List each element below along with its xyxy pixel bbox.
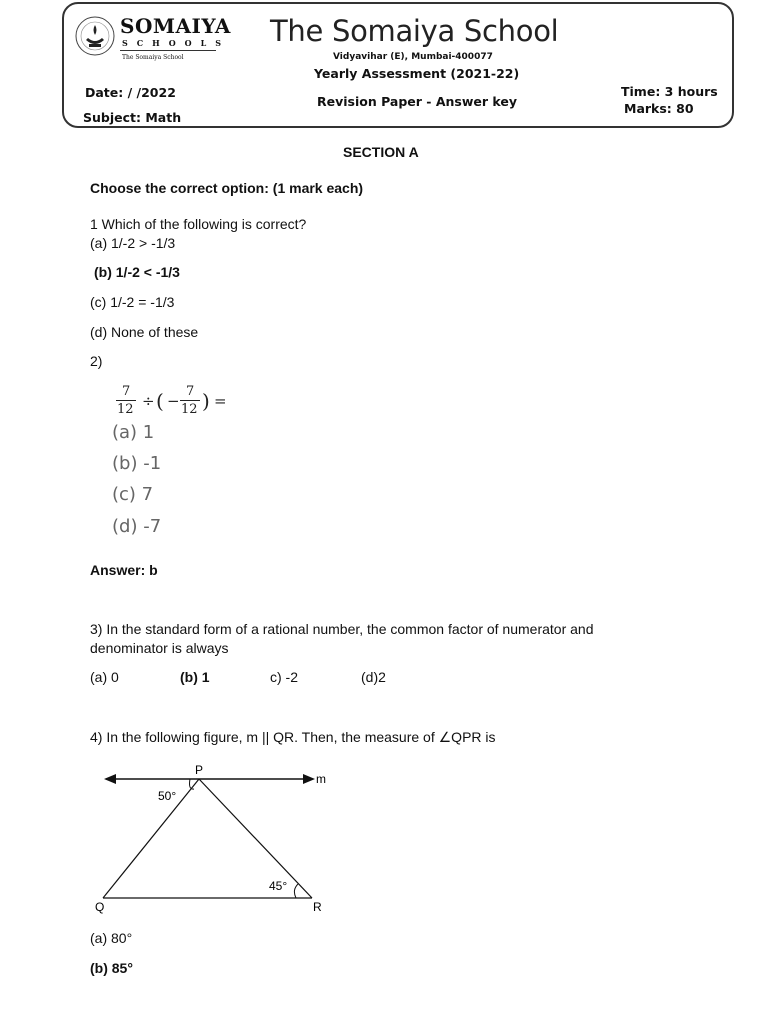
assessment-title: Yearly Assessment (2021-22) xyxy=(314,66,520,81)
somaiya-emblem-icon xyxy=(74,14,116,58)
q2-option-b: (b) -1 xyxy=(112,453,162,474)
section-instruction: Choose the correct option: (1 mark each) xyxy=(90,180,364,196)
q2-open-paren: ( xyxy=(156,389,164,413)
q2-minus-sign: − xyxy=(167,392,180,410)
q2-numerator-2: 7 xyxy=(186,384,195,399)
q1-option-b: (b) 1/-2 < -1/3 xyxy=(94,264,180,280)
q2-close-paren: ) xyxy=(202,389,210,413)
q2-expression xyxy=(114,384,234,424)
q3-option-c: c) -2 xyxy=(270,669,298,685)
logo-wordmark: SOMAIYA xyxy=(120,14,231,38)
section-title: SECTION A xyxy=(343,144,419,160)
q3-option-b: (b) 1 xyxy=(180,669,210,685)
q2-answer: Answer: b xyxy=(90,562,158,578)
q2-fraction-bar-1 xyxy=(116,400,136,401)
q2-option-c: (c) 7 xyxy=(112,484,154,505)
q2-option-a: (a) 1 xyxy=(112,422,155,443)
q3-option-a: (a) 0 xyxy=(90,669,119,685)
exam-date: Date: / /2022 xyxy=(85,85,176,100)
q1-option-c: (c) 1/-2 = -1/3 xyxy=(90,294,175,310)
q2-numerator-1: 7 xyxy=(122,384,131,399)
exam-time: Time: 3 hours xyxy=(621,84,718,99)
q4-option-a: (a) 80° xyxy=(90,930,133,946)
label-r: R xyxy=(313,900,322,914)
paper-title: Revision Paper - Answer key xyxy=(317,94,517,109)
side-pr xyxy=(199,779,312,898)
side-pq xyxy=(103,779,199,898)
q2-option-d: (d) -7 xyxy=(112,516,162,537)
q3-question-line1: 3) In the standard form of a rational number, the common factor of numerator and xyxy=(90,621,594,637)
q1-option-a: (a) 1/-2 > -1/3 xyxy=(90,235,176,251)
q1-question: 1 Which of the following is correct? xyxy=(90,216,307,232)
angle-p-label: 50° xyxy=(158,789,177,803)
logo-tagline: The Somaiya School xyxy=(122,54,184,61)
q3-option-d: (d)2 xyxy=(361,669,386,685)
q2-divide-sign: ÷ xyxy=(142,392,155,410)
angle-r-arc xyxy=(294,884,298,898)
q2-denominator-2: 12 xyxy=(181,402,198,417)
q4-question: 4) In the following figure, m || QR. Then, the measure of ∠QPR is xyxy=(90,729,496,745)
q2-number: 2) xyxy=(90,353,103,369)
q1-option-d: (d) None of these xyxy=(90,324,199,340)
logo-subtitle: SCHOOLS xyxy=(122,38,231,48)
label-m: m xyxy=(316,772,326,786)
q2-equals-sign: = xyxy=(214,392,227,410)
right-arrow-icon xyxy=(303,774,315,784)
q3-question-line2: denominator is always xyxy=(90,640,229,656)
q4-option-b: (b) 85° xyxy=(90,960,133,976)
school-address: Vidyavihar (E), Mumbai-400077 xyxy=(333,52,493,62)
left-arrow-icon xyxy=(104,774,116,784)
subject: Subject: Math xyxy=(83,110,182,125)
label-q: Q xyxy=(95,900,105,914)
logo-divider xyxy=(120,50,216,51)
q2-denominator-1: 12 xyxy=(117,402,134,417)
q4-triangle-figure xyxy=(90,758,350,918)
exam-marks: Marks: 80 xyxy=(624,101,694,116)
q2-fraction-bar-2 xyxy=(180,400,200,401)
angle-r-label: 45° xyxy=(269,879,288,893)
label-p: P xyxy=(195,763,204,777)
school-name: The Somaiya School xyxy=(270,14,559,48)
